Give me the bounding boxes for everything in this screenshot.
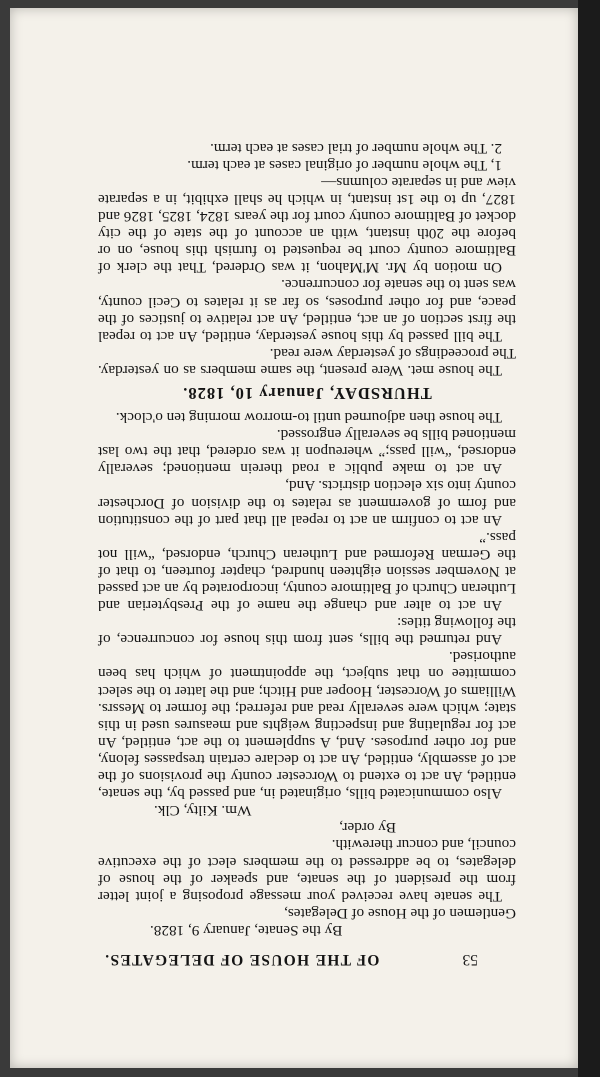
book-page bbox=[10, 8, 578, 1068]
paragraph: The house then adjourned until to-morrow morning ten o'clock. bbox=[115, 409, 502, 427]
page-content-rotated bbox=[10, 8, 578, 1068]
senate-dateline: By the Senate, January 9, 1828. bbox=[150, 921, 343, 939]
page-text bbox=[98, 140, 516, 968]
clerk-signature: Wm. Kilty, Clk. bbox=[154, 802, 252, 820]
running-head-title: OF THE HOUSE OF DELEGATES. bbox=[104, 951, 380, 968]
list-item: 1, The whole number of original cases at each term. bbox=[187, 156, 502, 174]
list-item: 2. The whole number of trial cases at each term. bbox=[210, 139, 502, 157]
senate-message-body: The senate have received your message proposing a joint letter from the president of the senate, and speaker of the house of delegates, to be addressed to the members elect of the executive council, and concur therewith. bbox=[98, 836, 516, 905]
salutation: Gentlemen of the House of Delegates, bbox=[284, 904, 516, 922]
by-order: By order, bbox=[339, 819, 396, 837]
paragraph: An act to make public a road therein mentioned; severally endorsed, “will pass;” whereupon it was ordered, that the two last mentioned bills be severally engrossed. bbox=[98, 426, 516, 478]
scan-gutter bbox=[578, 0, 600, 1077]
paragraph: An act to confirm an act to repeal all that part of the constitution and form of government as relates to the division of Dorchester county into six election districts. And, bbox=[98, 477, 516, 529]
page-number: 53 bbox=[462, 951, 478, 968]
paragraph: The bill passed by this house yesterday, entitled, An act to repeal the first section of an act, entitled, An act relative to justices of the peace, and for other purposes, so far as it relates to Cecil county, was sent to the senate for concurrence. bbox=[98, 276, 516, 345]
thursday-heading: THURSDAY, January 10, 1828. bbox=[182, 384, 432, 403]
running-head bbox=[98, 951, 516, 968]
paragraph: The house met. Were present, the same members as on yesterday. The proceedings of yesterday were read. bbox=[98, 344, 516, 379]
paragraph: An act to alter and change the name of the Presbyterian and Lutheran Church of Baltimore county, incorporated by an act passed at November session eighteen hundred, chapter fourteen, to that of the German Reformed and Lutheran Church, endorsed, “will not pass.” bbox=[98, 528, 516, 615]
paragraph: Also communicated bills, originated in, and passed by, the senate, entitled, An act to extend to Worcester county the provisions of the act of assembly, entitled, An act to declare certain trespasses felony, and for other purposes. And, A supplement to the act, entitled, An act for regulating and inspecting weights and measures used in this state; which were severally read and referred; the former to Messrs. Williams of Worcester, Hooper and Hitch; and the latter to the select committee on that subject, the appointment of which has been authorised. bbox=[98, 648, 516, 803]
paragraph: On motion by Mr. M'Mahon, it was Ordered, That the clerk of Baltimore county court be requested to furnish this house, on or before the 20th instant, with an account of the state of the city docket of Baltimore county court for the years 1824, 1825, 1826 and 1827, up to the 1st instant, in which he shall exhibit, in a separate view and in separate columns— bbox=[98, 173, 516, 277]
paragraph: And returned the bills, sent from this house for concurrence, of the following titles: bbox=[98, 614, 516, 649]
